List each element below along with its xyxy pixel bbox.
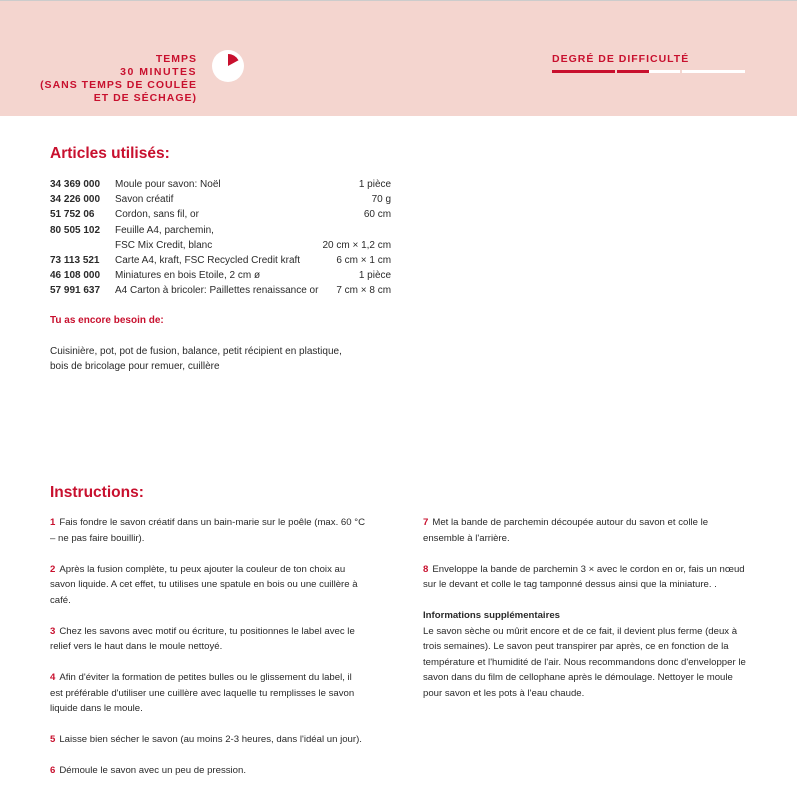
instructions-left xyxy=(50,515,365,794)
step-number: 3 xyxy=(50,625,56,637)
step-number: 5 xyxy=(50,734,56,745)
article-row xyxy=(50,223,391,238)
article-qty: 70 g xyxy=(371,194,392,206)
article-qty: 6 cm × 1 cm xyxy=(336,255,392,267)
article-row xyxy=(50,192,391,207)
article-row xyxy=(50,207,391,222)
article-row xyxy=(50,283,391,298)
time-note: ET DE SÉCHAGE) xyxy=(93,92,197,104)
step-number: 8 xyxy=(423,563,429,575)
step-text: Enveloppe la bande de parchemin 3 × avec le cordon en or, fais un nœud sur le devant et colle le tag tamponné dessus ainsi que la miniature. . xyxy=(423,563,745,590)
instruction-step xyxy=(423,562,748,593)
instructions-right xyxy=(423,515,748,701)
instruction-step xyxy=(50,670,365,717)
step-text: Afin d'éviter la formation de petites bulles ou le glissement du label, il est préférable d'utiliser une cuillère avec laquelle tu remplisses le savon liquide dans le moule. xyxy=(50,672,355,714)
article-row xyxy=(50,177,391,192)
difficulty-segment xyxy=(617,70,680,73)
difficulty-segment xyxy=(552,70,615,73)
time-note: (SANS TEMPS DE COULÉE xyxy=(40,79,197,91)
article-code: 73 113 521 xyxy=(50,255,100,267)
article-desc: Carte A4, kraft, FSC Recycled Credit kraft xyxy=(115,255,301,267)
article-code: 57 991 637 xyxy=(50,285,101,297)
article-desc: FSC Mix Credit, blanc xyxy=(115,239,213,251)
step-text: Après la fusion complète, tu peux ajouter la couleur de ton choix au savon liquide. A cet effet, tu utilises une spatule en bois ou une cuillère à café. xyxy=(50,563,358,606)
step-number: 6 xyxy=(50,765,56,776)
step-text: Fais fondre le savon créatif dans un bain-marie sur le poêle (max. 60 °C – ne pas faire bouillir). xyxy=(50,517,365,544)
article-code: 34 369 000 xyxy=(50,179,101,190)
article-qty xyxy=(318,223,391,238)
step-number: 7 xyxy=(423,517,429,528)
instruction-step xyxy=(50,515,365,546)
article-code: 46 108 000 xyxy=(50,270,101,282)
instruction-step xyxy=(423,515,748,546)
step-number: 2 xyxy=(50,563,56,575)
article-row xyxy=(50,268,391,283)
instruction-step xyxy=(50,562,365,609)
time-value: 30 MINUTES xyxy=(120,66,197,78)
article-code xyxy=(50,238,115,253)
article-desc: Cordon, sans fil, or xyxy=(115,209,199,221)
article-code: 80 505 102 xyxy=(50,224,101,236)
step-text: Laisse bien sécher le savon (au moins 2-3 heures, dans l'idéal un jour). xyxy=(59,734,362,745)
article-qty: 1 pièce xyxy=(358,270,392,282)
header-band xyxy=(0,0,797,116)
time-info xyxy=(40,53,197,105)
article-code: 34 226 000 xyxy=(50,194,101,206)
instruction-step xyxy=(50,763,365,779)
article-row xyxy=(50,253,391,268)
clock-icon xyxy=(212,50,244,82)
step-text: Met la bande de parchemin découpée autour du savon et colle le ensemble à l'arrière. xyxy=(423,517,709,544)
article-desc: Savon créatif xyxy=(115,194,174,206)
time-label: TEMPS xyxy=(155,53,197,65)
article-desc: Miniatures en bois Etoile, 2 cm ø xyxy=(115,270,261,282)
step-number: 4 xyxy=(50,672,56,683)
article-qty: 7 cm × 8 cm xyxy=(336,285,392,297)
article-qty: 20 cm × 1,2 cm xyxy=(322,239,392,251)
article-qty: 60 cm xyxy=(363,209,392,221)
articles-table xyxy=(50,177,391,299)
step-number: 1 xyxy=(50,517,56,528)
articles-title: Articles utilisés: xyxy=(50,145,170,162)
instruction-step xyxy=(50,624,365,655)
article-code: 51 752 06 xyxy=(50,209,95,221)
article-desc: Moule pour savon: Noël xyxy=(115,179,221,190)
extra-title: Informations supplémentaires xyxy=(423,610,561,621)
difficulty-segment xyxy=(682,70,745,73)
difficulty-label: DEGRÉ DE DIFFICULTÉ xyxy=(552,53,690,65)
step-text: Chez les savons avec motif ou écriture, tu positionnes le label avec le relief vers le haut dans le moule nettoyé. xyxy=(50,625,355,652)
article-qty: 1 pièce xyxy=(358,179,392,190)
instructions-title: Instructions: xyxy=(50,484,144,501)
difficulty-meter xyxy=(552,70,745,73)
extra-text: Le savon sèche ou mûrit encore et de ce fait, il devient plus ferme (deux à trois semaines). Le savon peut transpirer par après, ce en fonction de la température et l'humidité de l'air. Nous recommandons donc d'envelopper le savon dans du film de cellophane après le démoulage. Nettoyer le moule pour savon et les pots à l'eau chaude. xyxy=(423,625,746,699)
need-title: Tu as encore besoin de: xyxy=(50,315,164,326)
instruction-step xyxy=(50,732,365,748)
article-desc: A4 Carton à bricoler: Paillettes renaissance or xyxy=(115,285,319,297)
step-text: Démoule le savon avec un peu de pression. xyxy=(59,765,247,776)
need-text: Cuisinière, pot, pot de fusion, balance, petit récipient en plastique, bois de bricolage pour remuer, cuillère xyxy=(50,346,342,372)
article-row xyxy=(50,238,391,253)
article-desc: Feuille A4, parchemin, xyxy=(115,224,214,236)
